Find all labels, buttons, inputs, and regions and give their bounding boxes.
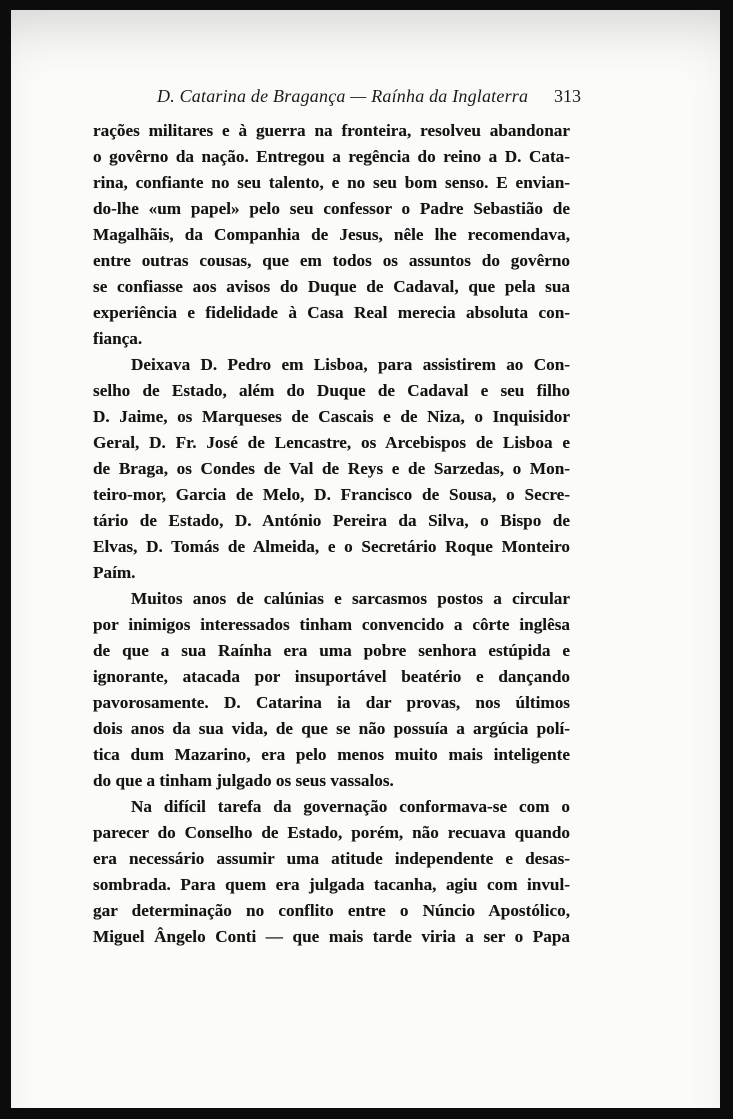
text-line: experiência e fidelidade à Casa Real merecia absoluta con- xyxy=(93,303,570,322)
text-line: dois anos da sua vida, de que se não possuía a argúcia polí- xyxy=(93,719,570,738)
running-title: D. Catarina de Bragança — Raínha da Inglaterra xyxy=(157,86,529,106)
text-line: de Braga, os Condes de Val de Reys e de Sarzedas, o Mon- xyxy=(93,459,570,478)
text-line: de que a sua Raínha era uma pobre senhora estúpida e xyxy=(93,641,570,660)
text-line: gar determinação no conflito entre o Núncio Apostólico, xyxy=(93,901,570,920)
text-line: Na difícil tarefa da governação conformava-se com o xyxy=(131,797,570,816)
text-line: pavorosamente. D. Catarina ia dar provas, nos últimos xyxy=(93,693,570,712)
text-line: teiro-mor, Garcia de Melo, D. Francisco de Sousa, o Secre- xyxy=(93,485,570,504)
text-line: parecer do Conselho de Estado, porém, não recuava quando xyxy=(93,823,570,842)
text-line: por inimigos interessados tinham convencido a côrte inglêsa xyxy=(93,615,570,634)
text-line: Deixava D. Pedro em Lisboa, para assistirem ao Con- xyxy=(131,355,570,374)
text-line: Geral, D. Fr. José de Lencastre, os Arcebispos de Lisboa e xyxy=(93,433,570,452)
page-header xyxy=(157,86,581,110)
text-line: do que a tinham julgado os seus vassalos. xyxy=(93,771,394,790)
text-line: tário de Estado, D. António Pereira da Silva, o Bispo de xyxy=(93,511,570,530)
text-line: Paím. xyxy=(93,563,136,582)
text-line: Miguel Ângelo Conti — que mais tarde viria a ser o Papa xyxy=(93,927,570,946)
body-text xyxy=(93,118,570,950)
text-line: se confiasse aos avisos do Duque de Cadaval, que pela sua xyxy=(93,277,570,296)
text-line: rações militares e à guerra na fronteira, resolveu abandonar xyxy=(93,121,570,140)
text-line: ignorante, atacada por insuportável beatério e dançando xyxy=(93,667,570,686)
text-line: entre outras cousas, que em todos os assuntos do govêrno xyxy=(93,251,570,270)
text-line: Elvas, D. Tomás de Almeida, e o Secretário Roque Monteiro xyxy=(93,537,570,556)
text-line: selho de Estado, além do Duque de Cadaval e seu filho xyxy=(93,381,570,400)
text-line: Muitos anos de calúnias e sarcasmos postos a circular xyxy=(131,589,570,608)
text-line: fiança. xyxy=(93,329,143,348)
text-line: o govêrno da nação. Entregou a regência do reino a D. Cata- xyxy=(93,147,570,166)
text-line: rina, confiante no seu talento, e no seu bom senso. E envian- xyxy=(93,173,570,192)
text-line: D. Jaime, os Marqueses de Cascais e de Niza, o Inquisidor xyxy=(93,407,570,426)
text-line: Magalhãis, da Companhia de Jesus, nêle lhe recomendava, xyxy=(93,225,570,244)
text-line: do-lhe «um papel» pelo seu confessor o Padre Sebastião de xyxy=(93,199,570,218)
page-number: 313 xyxy=(554,86,581,106)
text-line: tica dum Mazarino, era pelo menos muito mais inteligente xyxy=(93,745,570,764)
text-line: era necessário assumir uma atitude independente e desas- xyxy=(93,849,570,868)
text-line: sombrada. Para quem era julgada tacanha, agiu com invul- xyxy=(93,875,570,894)
